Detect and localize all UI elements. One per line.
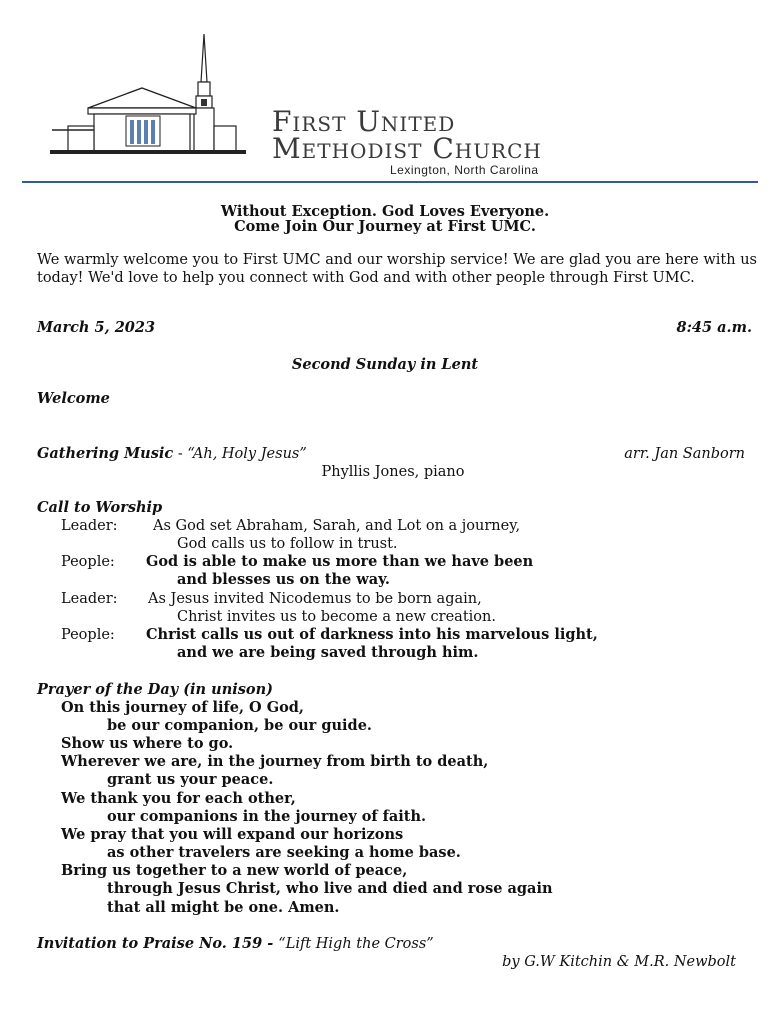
church-name — [272, 105, 542, 165]
invitation-heading: Invitation to Praise No. 159 — [37, 935, 263, 952]
litany-line: and we are being saved through him. — [177, 644, 479, 661]
church-name-line1: First United — [272, 105, 456, 138]
invitation-dash: - — [262, 935, 279, 952]
gathering-music-arranger: arr. Jan Sanborn — [624, 446, 745, 462]
gathering-music-dash: - — [173, 446, 188, 462]
header-divider — [22, 181, 758, 183]
prayer-line: that all might be one. Amen. — [107, 899, 340, 916]
church-logo-icon — [48, 30, 248, 160]
litany-role: Leader: — [61, 591, 118, 607]
service-time: 8:45 a.m. — [676, 319, 752, 336]
tagline-line1: Without Exception. God Loves Everyone. — [220, 203, 550, 220]
litany-role: People: — [61, 554, 115, 570]
gathering-music-line — [37, 445, 307, 463]
gathering-music-heading: Gathering Music — [37, 445, 174, 462]
litany-line: As God set Abraham, Sarah, and Lot on a journey, — [153, 518, 521, 534]
liturgical-day: Second Sunday in Lent — [291, 356, 479, 373]
welcome-paragraph: We warmly welcome you to First UMC and our worship service! We are glad you are here with us today! We'd love to help you connect with God and with other people through First UMC. — [37, 252, 757, 286]
church-name-line2: Methodist Church — [272, 132, 542, 165]
litany-role: Leader: — [61, 518, 118, 534]
invitation-title: “Lift High the Cross” — [278, 936, 434, 952]
prayer-line: On this journey of life, O God, — [61, 699, 304, 716]
litany-line: As Jesus invited Nicodemus to be born again, — [148, 591, 482, 607]
litany-line: God is able to make us more than we have been — [146, 553, 534, 570]
prayer-line: our companions in the journey of faith. — [107, 808, 427, 825]
prayer-line: through Jesus Christ, who live and died and rose again — [107, 880, 553, 897]
invitation-line — [37, 935, 434, 953]
gathering-music-title: “Ah, Holy Jesus” — [187, 446, 307, 462]
prayer-line: grant us your peace. — [107, 771, 274, 788]
church-location: Lexington, North Carolina — [390, 163, 539, 177]
prayer-line: Wherever we are, in the journey from birth to death, — [61, 753, 489, 770]
prayer-line: Bring us together to a new world of peace, — [61, 862, 408, 879]
prayer-line: as other travelers are seeking a home base. — [107, 844, 461, 861]
litany-role: People: — [61, 627, 115, 643]
call-to-worship-heading: Call to Worship — [37, 499, 163, 516]
invitation-authors: by G.W Kitchin & M.R. Newbolt — [502, 954, 736, 970]
prayer-line: We pray that you will expand our horizons — [61, 826, 404, 843]
prayer-line: We thank you for each other, — [61, 790, 296, 807]
litany-line: God calls us to follow in trust. — [177, 536, 398, 552]
gathering-music-performer: Phyllis Jones, piano — [321, 464, 465, 480]
prayer-heading: Prayer of the Day (in unison) — [37, 681, 273, 698]
welcome-heading: Welcome — [37, 390, 110, 407]
litany-line: Christ calls us out of darkness into his marvelous light, — [146, 626, 598, 643]
service-date: March 5, 2023 — [37, 319, 156, 336]
tagline-line2: Come Join Our Journey at First UMC. — [234, 218, 536, 235]
prayer-line: Show us where to go. — [61, 735, 234, 752]
litany-line: Christ invites us to become a new creation. — [177, 609, 496, 625]
litany-line: and blesses us on the way. — [177, 571, 390, 588]
prayer-line: be our companion, be our guide. — [107, 717, 372, 734]
